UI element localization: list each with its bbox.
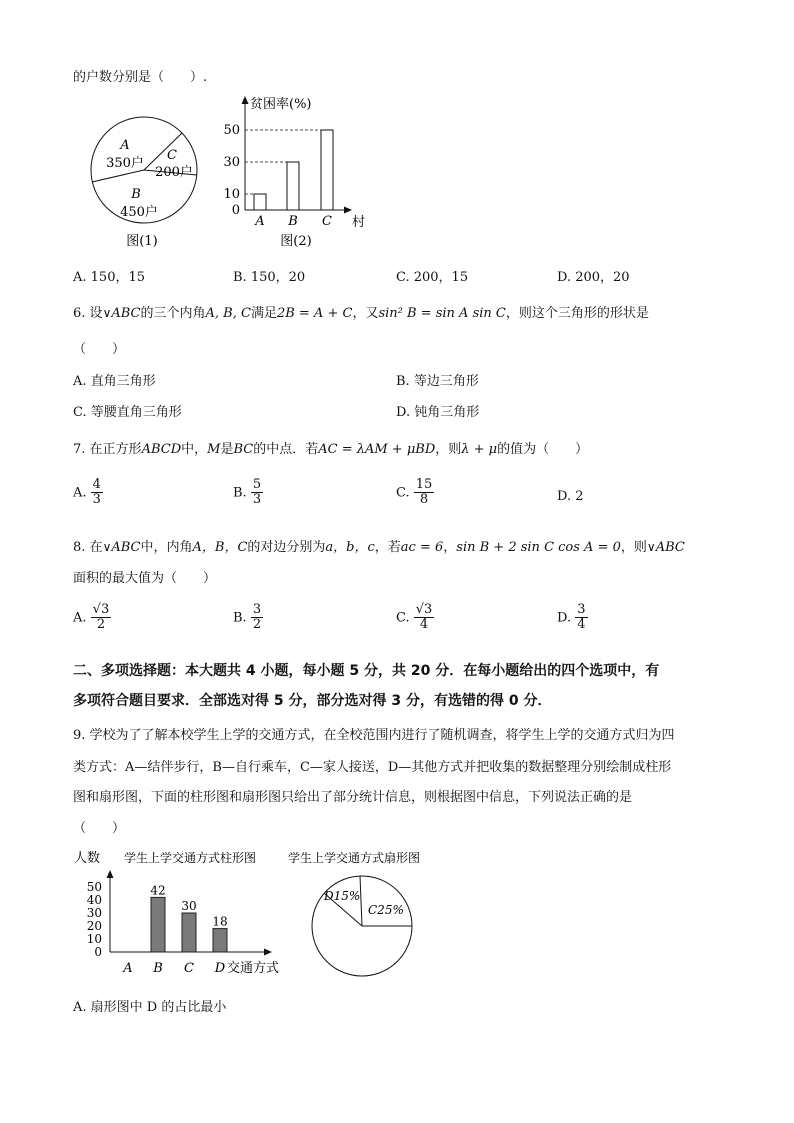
section2-heading-line1: 二、多项选择题：本大题共 4 小题，每小题 5 分，共 20 分．在每小题给出的四个选项中，有 <box>73 663 660 679</box>
option-letter: D. <box>557 610 572 626</box>
fig1-divider-a-b <box>92 170 144 182</box>
q7-lambda-plus-mu: λ + μ <box>461 442 498 457</box>
denominator: 4 <box>577 617 586 633</box>
q8-text: ， <box>443 540 457 555</box>
denominator: 3 <box>252 492 262 508</box>
fig2-ytick-label: 0 <box>231 203 240 218</box>
q5-stem-tail: 的户数分别是（ ）. <box>73 70 208 85</box>
q7-stem <box>73 438 588 457</box>
q9-bar-x-arrow <box>264 949 272 956</box>
q6-text: 设 <box>89 306 103 321</box>
q9-bar-c <box>182 913 196 952</box>
fraction <box>91 478 103 508</box>
q9-bar-data-label: 30 <box>181 899 197 913</box>
q9-stem-line2: 类方式：A—结伴步行，B—自行乘车，C—家人接送，D—其他方式并把收集的数据整理分别绘制成柱形 <box>73 760 672 775</box>
option-letter: A. <box>73 485 87 501</box>
q7-text: 中， <box>181 442 208 457</box>
q9-bar-xtick-label: A <box>123 961 133 976</box>
q9-bar-xlabel: 交通方式 <box>227 961 280 976</box>
numerator: 3 <box>577 602 586 617</box>
option-letter: B. <box>233 610 247 626</box>
fig1-caption: 图(1) <box>126 234 158 249</box>
option-letter: D. <box>557 489 572 504</box>
q8-option-b[interactable] <box>233 603 263 633</box>
section2-heading-line2: 多项符合题目要求．全部选对得 5 分，部分选对得 3 分，有选错的得 0 分． <box>73 693 552 709</box>
q8-text: 在 <box>89 540 103 555</box>
q9-paren: （ ） <box>73 821 126 836</box>
q9-bar-ytick-label: 40 <box>86 893 102 907</box>
q8-sides: a，b，c <box>325 540 375 555</box>
q9-pie-divider-2 <box>360 876 362 926</box>
option-letter: C. <box>396 485 410 501</box>
q6-triangle: ABC <box>111 306 141 321</box>
q9-bar-xtick-label: D <box>214 961 226 976</box>
denominator: 2 <box>96 617 106 633</box>
q7-text: 的中点．若 <box>253 442 319 457</box>
q8-option-a[interactable] <box>73 603 111 633</box>
q6-angles: A, B, C <box>205 306 251 321</box>
q7-text: ，则 <box>435 442 462 457</box>
numerator: √3 <box>415 602 433 617</box>
q5-fig2-bar-chart <box>222 92 382 252</box>
q9-bar-xtick-label: B <box>153 961 163 976</box>
q6-option-a[interactable]: A. 直角三角形 <box>73 374 156 389</box>
q8-condition-2: sin B + 2 sin C cos A = 0 <box>456 540 621 555</box>
fig2-ytick-label: 50 <box>223 123 240 138</box>
q8-option-d[interactable] <box>557 603 588 633</box>
q8-number: 8. <box>73 540 86 555</box>
q9-bar-b <box>151 897 165 952</box>
q5-option-c[interactable]: C. 200，15 <box>396 270 469 285</box>
numerator: 4 <box>92 477 101 492</box>
q7-text: 是 <box>220 442 234 457</box>
q8-triangle: ABC <box>655 540 685 555</box>
q5-option-a[interactable]: A. 150，15 <box>73 270 146 285</box>
denominator: 2 <box>252 617 262 633</box>
fig2-bar-b <box>287 162 299 210</box>
q9-bar-xtick-label: C <box>184 961 194 976</box>
q9-bar-chart <box>72 848 286 980</box>
q6-text: 满足 <box>250 306 277 321</box>
fig2-xtick-label: B <box>288 214 298 229</box>
q9-stem-line1: 9. 学校为了了解本校学生上学的交通方式，在全校范围内进行了随机调查，将学生上学的交通方式归为四 <box>73 728 675 743</box>
q9-pie-label-c: C25% <box>368 903 404 917</box>
fig2-x-arrow <box>344 207 352 214</box>
q6-number: 6. <box>73 306 86 321</box>
fig2-bar-a <box>254 194 266 210</box>
fig2-xlabel: 村 <box>352 215 366 230</box>
denominator: 8 <box>419 492 429 508</box>
option-letter: B. <box>233 485 247 501</box>
q7-segment-bc: BC <box>233 442 254 457</box>
option-letter: C. <box>396 610 410 626</box>
q7-point-m: M <box>207 442 221 457</box>
fig2-ytick-label: 10 <box>223 187 240 202</box>
q7-option-a[interactable] <box>73 478 103 508</box>
q9-bar-ylabel: 人数 <box>74 851 101 866</box>
fig1-slice-b-value: 450户 <box>120 205 158 220</box>
q6-option-c[interactable]: C. 等腰直角三角形 <box>73 405 182 420</box>
q8-condition-1: ac = 6 <box>400 540 444 555</box>
q7-number: 7. <box>73 442 86 457</box>
option-letter: A. <box>73 610 87 626</box>
q7-option-b[interactable] <box>233 478 263 508</box>
q9-stem-line3: 图和扇形图，下面的柱形图和扇形图只给出了部分统计信息，则根据图中信息，下列说法正确的是 <box>73 790 633 805</box>
q6-text: ，则这个三角形的形状是 <box>505 306 649 321</box>
q9-bar-title: 学生上学交通方式柱形图 <box>124 851 257 865</box>
q6-option-d[interactable]: D. 钝角三角形 <box>396 405 480 420</box>
fraction <box>575 603 587 633</box>
q6-condition-2: sin² B = sin A sin C <box>378 306 506 321</box>
q6-stem: 6. 设∨ABC的三个内角A, B, C满足2B = A + C，又sin² B = sin A sin C，则这个三角形的形状是 <box>73 306 649 321</box>
fig1-slice-b-letter: B <box>131 187 141 202</box>
denominator: 3 <box>92 492 101 508</box>
q9-bar-d <box>213 929 227 952</box>
q7-square: ABCD <box>141 442 182 457</box>
fig1-slice-a-value: 350户 <box>106 156 144 171</box>
q5-fig1-pie-chart <box>84 112 204 252</box>
q5-option-b[interactable]: B. 150，20 <box>233 270 306 285</box>
q9-option-a[interactable]: A. 扇形图中 D 的占比最小 <box>73 1000 227 1015</box>
numerator: 15 <box>415 477 433 492</box>
q9-bar-ytick-label: 20 <box>86 919 102 933</box>
q6-option-b[interactable]: B. 等边三角形 <box>396 374 479 389</box>
fig1-slice-c-letter: C <box>167 148 177 163</box>
q6-condition-1: 2B = A + C <box>276 306 353 321</box>
q8-text: ，则 <box>620 540 647 555</box>
q9-pie-title: 学生上学交通方式扇形图 <box>288 851 421 865</box>
fig2-ylabel: 贫困率(%) <box>250 97 312 112</box>
fig2-ytick-label: 30 <box>223 155 240 170</box>
q7-option-d[interactable] <box>557 489 584 504</box>
fraction <box>91 603 112 633</box>
q8-option-c[interactable] <box>396 603 434 633</box>
numerator: 3 <box>252 602 262 617</box>
numerator: √3 <box>92 602 110 617</box>
fraction <box>414 603 435 633</box>
fraction <box>414 478 435 508</box>
denominator: 4 <box>419 617 429 633</box>
q9-pie-chart <box>284 848 454 980</box>
fig2-xtick-label: C <box>322 214 332 229</box>
q9-bar-ytick-label: 50 <box>86 880 102 894</box>
fig2-caption: 图(2) <box>280 234 312 249</box>
q8-stem: 8. 在∨ABC中，内角A，B，C的对边分别为a，b，c，若ac = 6，sin B + 2 sin C cos A = 0，则∨ABC <box>73 540 685 555</box>
q8-triangle: ABC <box>111 540 141 555</box>
q6-text: 的三个内角 <box>140 306 206 321</box>
q6-paren: （ ） <box>73 342 126 357</box>
fig1-slice-a-letter: A <box>120 138 130 153</box>
q7-option-c[interactable] <box>396 478 434 508</box>
q8-text: 中，内角 <box>140 540 193 555</box>
fig2-bar-c <box>321 130 333 210</box>
option-value: 2 <box>575 489 584 504</box>
numerator: 5 <box>252 477 262 492</box>
q8-text: 的对边分别为 <box>247 540 326 555</box>
fig2-xtick-label: A <box>255 214 265 229</box>
q9-pie-label-d: D15% <box>324 889 361 903</box>
q5-option-d[interactable]: D. 200，20 <box>557 270 630 285</box>
q9-bar-y-arrow <box>107 870 114 878</box>
q9-bar-ytick-label: 10 <box>86 932 102 946</box>
fig1-slice-c-value: 200户 <box>155 165 193 180</box>
fraction <box>251 478 263 508</box>
q7-text: 的值为（ ） <box>497 442 589 457</box>
q7-vector-expression: AC = λAM + μBD <box>318 442 436 457</box>
q9-bar-ytick-label: 0 <box>94 945 102 959</box>
fraction <box>251 603 263 633</box>
q7-text: 在正方形 <box>89 442 142 457</box>
q9-bar-data-label: 18 <box>212 914 228 929</box>
q8-angles: A，B，C <box>192 540 248 555</box>
q6-text: ，又 <box>352 306 379 321</box>
fig2-y-arrow <box>242 96 249 104</box>
q9-bar-ytick-label: 30 <box>86 906 102 920</box>
q8-stem-line2: 面积的最大值为（ ） <box>73 571 217 586</box>
q9-bar-data-label: 42 <box>150 883 166 898</box>
q8-text: ，若 <box>374 540 401 555</box>
